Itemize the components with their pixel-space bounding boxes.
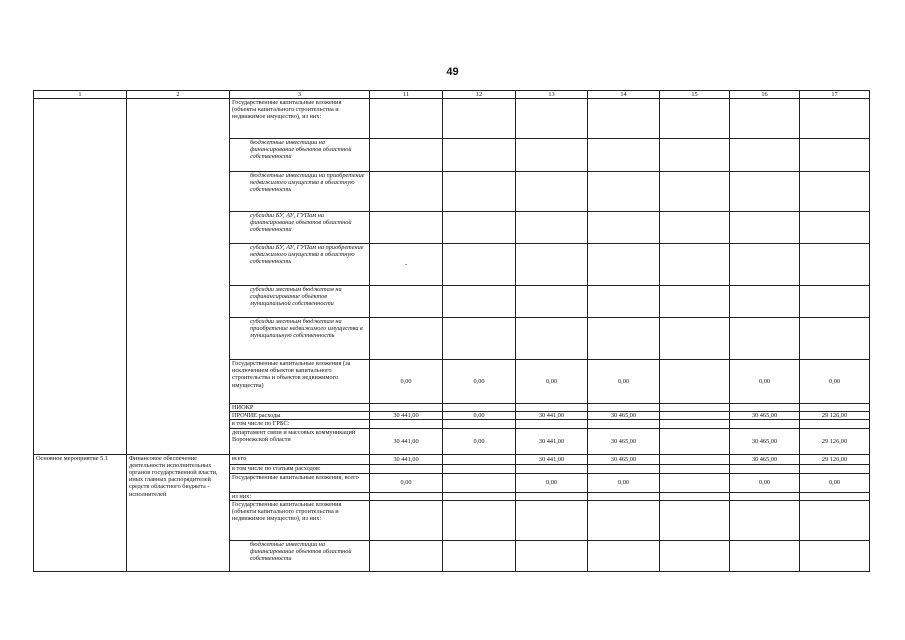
value-cell: 0,00 xyxy=(730,473,800,492)
value-cell: 0,00 xyxy=(730,360,800,404)
value-cell xyxy=(660,139,730,172)
expense-label: Государственные капитальные вложения (за исключением объектов капитального строительства и объектов недвижимого имущества) xyxy=(230,360,370,404)
value-cell xyxy=(443,286,516,318)
value-cell xyxy=(588,318,660,360)
value-cell: 0,00 xyxy=(516,360,588,404)
value-cell xyxy=(516,500,588,540)
value-cell xyxy=(588,420,660,428)
value-cell xyxy=(588,99,660,139)
value-cell: 0,00 xyxy=(443,428,516,454)
value-cell xyxy=(370,212,443,244)
column-header: 15 xyxy=(660,91,730,99)
value-cell xyxy=(443,492,516,500)
value-cell: 30 441,00 xyxy=(370,428,443,454)
value-cell xyxy=(730,500,800,540)
value-cell: 0,00 xyxy=(516,473,588,492)
value-cell xyxy=(370,99,443,139)
description-cell xyxy=(127,99,230,455)
value-cell: 30 465,00 xyxy=(730,454,800,464)
value-cell xyxy=(516,286,588,318)
value-cell xyxy=(516,464,588,473)
expense-label: департамент связи и массовых коммуникаций Воронежской области xyxy=(230,428,370,454)
expense-label: субсидии БУ, АУ, ГУПам на финансирование объектов областной собственности xyxy=(230,212,370,244)
value-cell xyxy=(660,492,730,500)
value-cell xyxy=(660,318,730,360)
value-cell: 0,00 xyxy=(370,473,443,492)
value-cell: 0,00 xyxy=(588,360,660,404)
value-cell xyxy=(800,500,870,540)
page-number: 49 xyxy=(446,66,459,78)
value-cell xyxy=(370,492,443,500)
value-cell xyxy=(660,360,730,404)
expense-label: из них: xyxy=(230,492,370,500)
value-cell xyxy=(800,318,870,360)
value-cell xyxy=(730,420,800,428)
column-header: 16 xyxy=(730,91,800,99)
value-cell xyxy=(800,172,870,212)
value-cell xyxy=(800,464,870,473)
expense-label: субсидии местным бюджетам на приобретение недвижимого имущества в муниципальную собственность xyxy=(230,318,370,360)
value-cell xyxy=(660,473,730,492)
value-cell xyxy=(516,244,588,286)
value-cell: 30 441,00 xyxy=(516,454,588,464)
expense-label: всего xyxy=(230,454,370,464)
expense-label: субсидии местным бюджетам на софинансирование объектов муниципальной собственности xyxy=(230,286,370,318)
column-header: 3 xyxy=(230,91,370,99)
value-cell xyxy=(660,420,730,428)
value-cell xyxy=(516,318,588,360)
expense-label: в том числе по статьям расходов: xyxy=(230,464,370,473)
value-cell xyxy=(730,464,800,473)
value-cell xyxy=(443,473,516,492)
value-cell xyxy=(588,244,660,286)
expense-label: НИОКР xyxy=(230,404,370,412)
value-cell: 29 126,00 xyxy=(800,412,870,420)
value-cell xyxy=(800,212,870,244)
value-cell: 0,00 xyxy=(800,360,870,404)
value-cell: 29 126,00 xyxy=(800,428,870,454)
value-cell xyxy=(660,286,730,318)
value-cell xyxy=(516,492,588,500)
value-cell xyxy=(800,244,870,286)
value-cell xyxy=(730,318,800,360)
value-cell: 0,00 xyxy=(800,473,870,492)
value-cell xyxy=(516,212,588,244)
value-cell xyxy=(800,404,870,412)
value-cell: 29 126,00 xyxy=(800,454,870,464)
budget-table xyxy=(33,90,870,572)
expense-label: субсидии БУ, АУ, ГУПам на приобретение недвижимого имущества в областную собственность xyxy=(230,244,370,286)
expense-label: бюджетные инвестиции на финансирование объектов областной собственности xyxy=(230,540,370,571)
value-cell xyxy=(660,412,730,420)
value-cell xyxy=(370,404,443,412)
value-cell xyxy=(516,172,588,212)
expense-label: Государственные капитальные вложения (объекты капитального строительства и недвижимое имущество), из них: xyxy=(230,99,370,139)
value-cell xyxy=(660,172,730,212)
value-cell xyxy=(800,420,870,428)
value-cell xyxy=(730,404,800,412)
value-cell: 30 441,00 xyxy=(516,428,588,454)
value-cell xyxy=(516,404,588,412)
value-cell: 30 465,00 xyxy=(588,454,660,464)
value-cell xyxy=(660,540,730,571)
value-cell xyxy=(730,492,800,500)
value-cell xyxy=(660,244,730,286)
value-cell xyxy=(443,464,516,473)
value-cell xyxy=(443,99,516,139)
value-cell: 30 465,00 xyxy=(588,412,660,420)
value-cell xyxy=(730,286,800,318)
value-cell xyxy=(588,492,660,500)
value-cell xyxy=(516,540,588,571)
value-cell xyxy=(800,286,870,318)
description-cell: Финансовое обеспечение деятельности исполнительных органов государственной власти, иных главных распорядителей средств областного бюджета - исполнителей xyxy=(127,454,230,571)
value-cell xyxy=(443,500,516,540)
expense-label: бюджетные инвестиции на приобретение недвижимого имущества в областную собственность xyxy=(230,172,370,212)
value-cell xyxy=(660,500,730,540)
value-cell xyxy=(516,420,588,428)
value-cell xyxy=(588,500,660,540)
expense-label: Государственные капитальные вложения (объекты капитального строительства и недвижимое имущество), из них: xyxy=(230,500,370,540)
table-body xyxy=(34,91,870,572)
value-cell xyxy=(370,172,443,212)
value-cell: 0,00 xyxy=(588,473,660,492)
value-cell xyxy=(443,139,516,172)
value-cell xyxy=(588,464,660,473)
value-cell xyxy=(660,212,730,244)
value-cell xyxy=(370,464,443,473)
column-header-row xyxy=(34,91,870,99)
value-cell: 30 465,00 xyxy=(588,428,660,454)
value-cell xyxy=(800,99,870,139)
value-cell: 30 465,00 xyxy=(730,412,800,420)
value-cell: 30 441,00 xyxy=(370,454,443,464)
value-cell xyxy=(588,139,660,172)
value-cell xyxy=(443,420,516,428)
value-cell xyxy=(800,139,870,172)
expense-label: бюджетные инвестиции на финансирование объектов областной собственности xyxy=(230,139,370,172)
column-header: 17 xyxy=(800,91,870,99)
value-cell xyxy=(516,99,588,139)
value-cell xyxy=(730,99,800,139)
value-cell xyxy=(443,318,516,360)
value-cell xyxy=(730,244,800,286)
value-cell xyxy=(370,500,443,540)
value-cell xyxy=(730,540,800,571)
value-cell xyxy=(443,244,516,286)
value-cell xyxy=(588,212,660,244)
value-cell xyxy=(443,540,516,571)
value-cell xyxy=(588,172,660,212)
value-cell xyxy=(443,454,516,464)
column-header: 12 xyxy=(443,91,516,99)
value-cell xyxy=(588,404,660,412)
value-cell xyxy=(443,172,516,212)
measure-cell: Основное мероприятие 5.1 xyxy=(34,454,127,571)
column-header: 11 xyxy=(370,91,443,99)
value-cell xyxy=(660,428,730,454)
value-cell xyxy=(370,286,443,318)
value-cell xyxy=(660,464,730,473)
value-cell: 0,00 xyxy=(443,360,516,404)
value-cell xyxy=(516,139,588,172)
value-cell xyxy=(660,404,730,412)
value-cell xyxy=(370,318,443,360)
value-cell xyxy=(660,454,730,464)
expense-label: в том числе по ГРБС: xyxy=(230,420,370,428)
table-row xyxy=(34,454,870,464)
value-cell xyxy=(588,286,660,318)
value-cell: 30 441,00 xyxy=(370,412,443,420)
value-cell xyxy=(800,492,870,500)
value-cell xyxy=(800,540,870,571)
measure-cell xyxy=(34,99,127,455)
value-cell: - xyxy=(370,244,443,286)
column-header: 13 xyxy=(516,91,588,99)
table-row xyxy=(34,99,870,139)
value-cell xyxy=(660,99,730,139)
value-cell xyxy=(370,420,443,428)
value-cell xyxy=(443,404,516,412)
expense-label: Государственные капитальные вложения, всего xyxy=(230,473,370,492)
value-cell: 0,00 xyxy=(443,412,516,420)
value-cell xyxy=(730,172,800,212)
column-header: 1 xyxy=(34,91,127,99)
column-header: 2 xyxy=(127,91,230,99)
expense-label: ПРОЧИЕ расходы xyxy=(230,412,370,420)
value-cell: 30 465,00 xyxy=(730,428,800,454)
value-cell xyxy=(730,139,800,172)
value-cell: 0,00 xyxy=(370,360,443,404)
column-header: 14 xyxy=(588,91,660,99)
value-cell xyxy=(730,212,800,244)
value-cell xyxy=(588,540,660,571)
value-cell: 30 441,00 xyxy=(516,412,588,420)
value-cell xyxy=(443,212,516,244)
value-cell xyxy=(370,540,443,571)
value-cell xyxy=(370,139,443,172)
